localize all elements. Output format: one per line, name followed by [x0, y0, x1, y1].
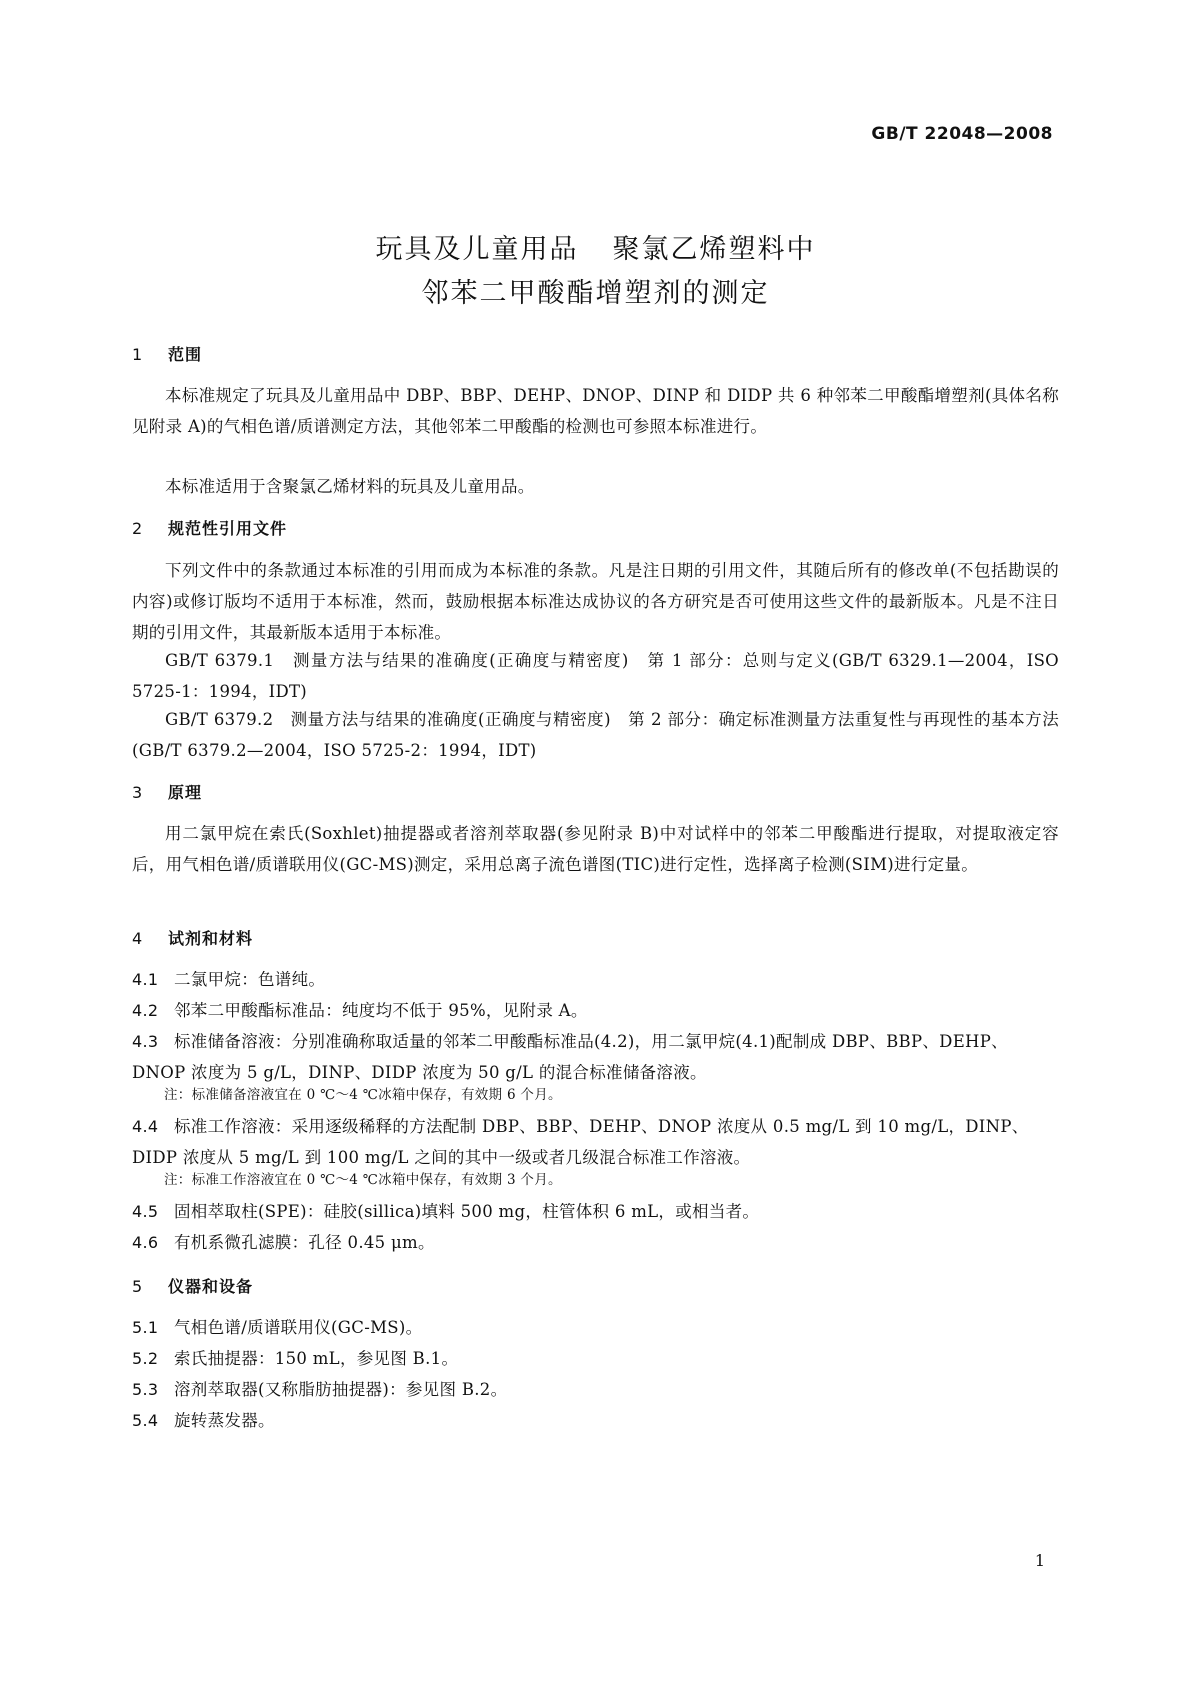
normative-reference-2: GB/T 6379.2 测量方法与结果的准确度(正确度与精密度) 第 2 部分：确定标准测量方法重复性与再现性的基本方法(GB/T 6379.2—2004，ISO 5725-2：1994，IDT) — [132, 710, 1059, 760]
section-2-heading — [132, 516, 287, 539]
clause-text: 邻苯二甲酸酯标准品：纯度均不低于 95%，见附录 A。 — [174, 1001, 588, 1020]
clause-5-3 — [132, 1374, 1059, 1405]
clause-number: 5.1 — [132, 1318, 159, 1337]
section-title: 规范性引用文件 — [168, 519, 288, 538]
clause-5-1 — [132, 1312, 1059, 1343]
section-1-paragraph-2: 本标准适用于含聚氯乙烯材料的玩具及儿童用品。 — [165, 477, 535, 496]
section-4-heading — [132, 926, 253, 949]
section-number: 2 — [132, 519, 144, 538]
section-2-paragraph-1: 下列文件中的条款通过本标准的引用而成为本标准的条款。凡是注日期的引用文件，其随后所有的修改单(不包括勘误的内容)或修订版均不适用于本标准，然而，鼓励根据本标准达成协议的各方研究是否可使用这些文件的最新版本。凡是不注日期的引用文件，其最新版本适用于本标准。 — [132, 561, 1059, 642]
section-title: 范围 — [168, 345, 203, 364]
section-3-paragraph-1: 用二氯甲烷在索氏(Soxhlet)抽提器或者溶剂萃取器(参见附录 B)中对试样中的邻苯二甲酸酯进行提取，对提取液定容后，用气相色谱/质谱联用仪(GC-MS)测定，采用总离子流色谱图(TIC)进行定性，选择离子检测(SIM)进行定量。 — [132, 824, 1059, 874]
clause-5-4 — [132, 1405, 1059, 1436]
clause-text: 标准工作溶液：采用逐级稀释的方法配制 DBP、BBP、DEHP、DNOP 浓度从 0.5 mg/L 到 10 mg/L，DINP、DIDP 浓度从 5 mg/L 到 100 mg/L 之间的其中一级或者几级混合标准工作溶液。 — [132, 1117, 1029, 1167]
title-line-1-part-b: 聚氯乙烯塑料中 — [612, 234, 816, 265]
section-3-heading — [132, 780, 202, 803]
clause-4-5 — [132, 1196, 1059, 1227]
clause-text: 溶剂萃取器(又称脂肪抽提器)：参见图 B.2。 — [174, 1380, 508, 1399]
clause-text: 索氏抽提器：150 mL，参见图 B.1。 — [174, 1349, 459, 1368]
clause-text: 二氯甲烷：色谱纯。 — [174, 970, 326, 989]
clause-4-6 — [132, 1227, 1059, 1258]
section-number: 4 — [132, 929, 144, 948]
clause-text: 有机系微孔滤膜：孔径 0.45 μm。 — [174, 1233, 435, 1252]
section-title: 试剂和材料 — [168, 929, 254, 948]
section-number: 5 — [132, 1277, 144, 1296]
clause-text: 固相萃取柱(SPE)：硅胶(sillica)填料 500 mg，柱管体积 6 mL，或相当者。 — [174, 1202, 760, 1221]
clause-number: 4.4 — [132, 1117, 159, 1136]
normative-reference-1: GB/T 6379.1 测量方法与结果的准确度(正确度与精密度) 第 1 部分：总则与定义(GB/T 6329.1—2004，ISO 5725-1：1994，IDT) — [132, 651, 1059, 701]
clause-text: 标准储备溶液：分别准确称取适量的邻苯二甲酸酯标准品(4.2)，用二氯甲烷(4.1)配制成 DBP、BBP、DEHP、DNOP 浓度为 5 g/L，DINP、DIDP 浓度为 50 g/L 的混合标准储备溶液。 — [132, 1032, 1008, 1082]
title-line-1 — [0, 228, 1191, 272]
clause-4-3 — [132, 1026, 1059, 1088]
clause-4-2 — [132, 995, 1059, 1026]
page-number: 1 — [1034, 1551, 1045, 1570]
clause-5-2 — [132, 1343, 1059, 1374]
clause-4-4-note: 注：标准工作溶液宜在 0 ℃～4 ℃冰箱中保存，有效期 3 个月。 — [164, 1172, 562, 1188]
clause-4-1 — [132, 964, 1059, 995]
clause-number: 4.6 — [132, 1233, 159, 1252]
clause-number: 4.5 — [132, 1202, 159, 1221]
section-number: 3 — [132, 783, 144, 802]
document-title — [0, 228, 1191, 316]
clause-number: 5.2 — [132, 1349, 159, 1368]
clause-text: 旋转蒸发器。 — [174, 1411, 275, 1430]
section-title: 仪器和设备 — [168, 1277, 254, 1296]
clause-number: 4.3 — [132, 1032, 159, 1051]
clause-number: 4.2 — [132, 1001, 159, 1020]
section-title: 原理 — [168, 783, 203, 802]
clause-4-3-note: 注：标准储备溶液宜在 0 ℃～4 ℃冰箱中保存，有效期 6 个月。 — [164, 1087, 562, 1103]
section-5-heading — [132, 1274, 253, 1297]
clause-number: 5.3 — [132, 1380, 159, 1399]
clause-number: 5.4 — [132, 1411, 159, 1430]
standard-code: GB/T 22048—2008 — [871, 124, 1053, 144]
clause-text: 气相色谱/质谱联用仪(GC-MS)。 — [174, 1318, 423, 1337]
section-number: 1 — [132, 345, 144, 364]
title-line-2: 邻苯二甲酸酯增塑剂的测定 — [421, 278, 770, 309]
title-line-1-part-a: 玩具及儿童用品 — [375, 234, 579, 265]
section-1-paragraph-1: 本标准规定了玩具及儿童用品中 DBP、BBP、DEHP、DNOP、DINP 和 DIDP 共 6 种邻苯二甲酸酯增塑剂(具体名称见附录 A)的气相色谱/质谱测定方法，其他邻苯二甲酸酯的检测也可参照本标准进行。 — [132, 386, 1059, 436]
clause-number: 4.1 — [132, 970, 159, 989]
clause-4-4 — [132, 1111, 1059, 1173]
section-1-heading — [132, 342, 202, 365]
